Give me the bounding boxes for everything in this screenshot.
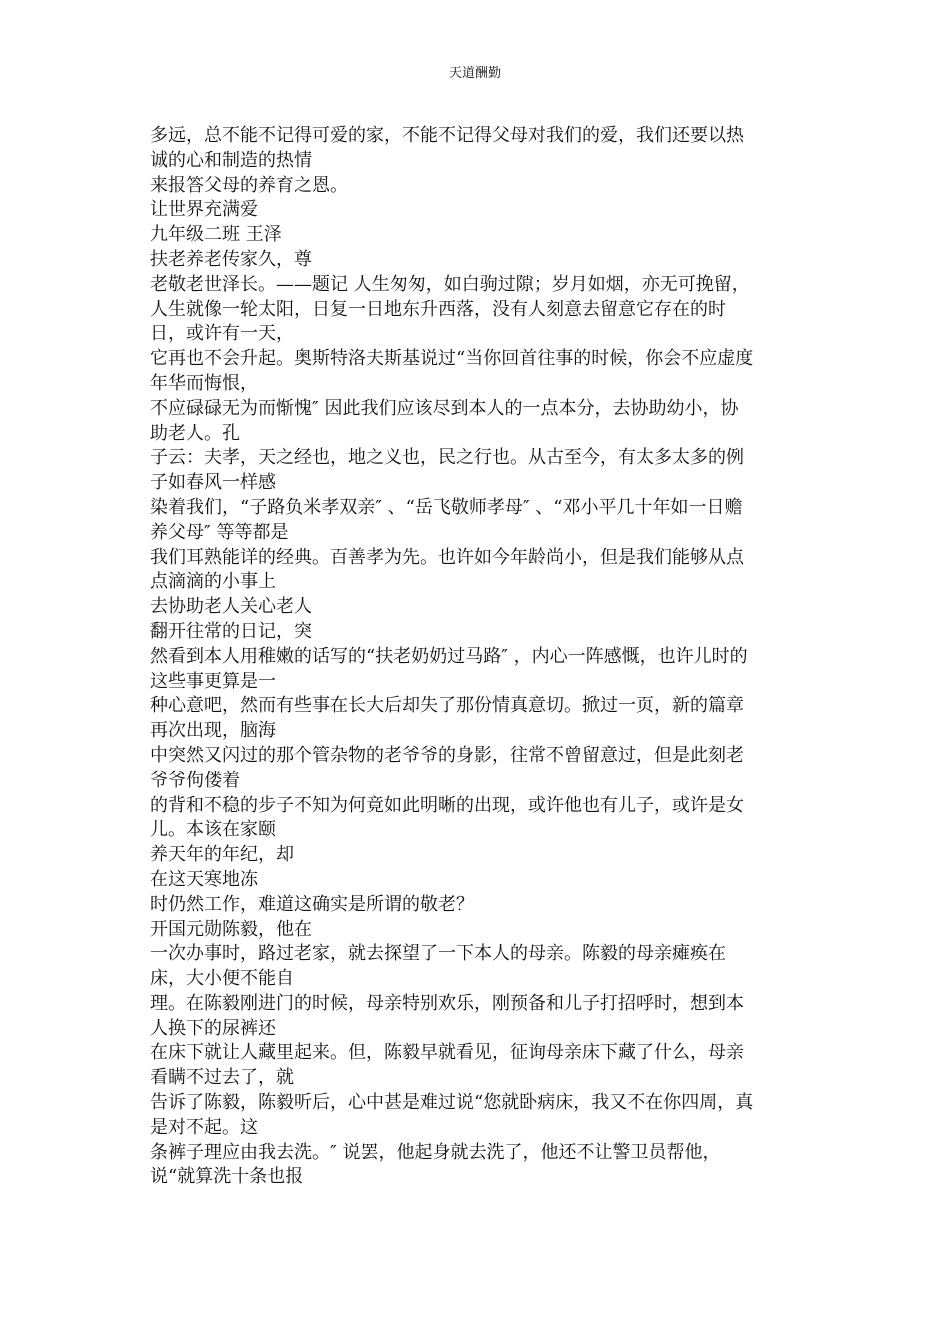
text-line: 翻开往常的日记，突 <box>150 620 312 642</box>
text-line: 点滴滴的小事上 <box>150 571 276 593</box>
text-line: 日，或许有一天， <box>150 323 294 345</box>
text-line: 条裤子理应由我去洗。″ 说罢，他起身就去洗了，他还不让警卫员帮他， <box>150 1141 721 1163</box>
text-line: 人换下的尿裤还 <box>150 1017 276 1039</box>
text-line: 说“就算洗十条也报 <box>150 1166 304 1188</box>
text-line: 看瞒不过去了，就 <box>150 1067 294 1089</box>
text-line: 中突然又闪过的那个管杂物的老爷爷的身影，往常不曾留意过，但是此刻老 <box>150 744 744 766</box>
text-line: 子云：夫孝，天之经也，地之义也，民之行也。从古至今，有太多太多的例 <box>150 447 744 469</box>
text-line: 再次出现，脑海 <box>150 720 276 742</box>
text-line: 在这天寒地冻 <box>150 868 258 890</box>
text-line: 开国元勋陈毅，他在 <box>150 918 312 940</box>
text-line: 扶老养老传家久，尊 <box>150 248 312 270</box>
text-line: 去协助老人关心老人 <box>150 596 312 618</box>
text-line: 一次办事时，路过老家，就去探望了一下本人的母亲。陈毅的母亲瘫痪在 <box>150 943 726 965</box>
text-line: 不应碌碌无为而惭愧″ 因此我们应该尽到本人的一点本分，去协助幼小，协 <box>150 397 739 419</box>
text-line: 老敬老世泽长。——题记 人生匆匆，如白驹过隙；岁月如烟，亦无可挽留， <box>150 273 750 295</box>
text-line: 儿。本该在家颐 <box>150 819 276 841</box>
document-body <box>150 124 810 1190</box>
text-line: 是对不起。这 <box>150 1116 258 1138</box>
text-line: 在床下就让人藏里起来。但，陈毅早就看见，征询母亲床下藏了什么，母亲 <box>150 1042 744 1064</box>
text-line: 理。在陈毅刚进门的时候，母亲特别欢乐，刚预备和儿子打招呼时，想到本 <box>150 992 744 1014</box>
text-line: 爷爷佝偻着 <box>150 769 240 791</box>
text-line: 诚的心和制造的热情 <box>150 149 312 171</box>
text-line: 然看到本人用稚嫩的话写的“扶老奶奶过马路″ ，内心一阵感慨，也许儿时的 <box>150 645 748 667</box>
text-line: 让世界充满爱 <box>150 199 258 221</box>
text-line: 助老人。孔 <box>150 422 240 444</box>
text-line: 它再也不会升起。奥斯特洛夫斯基说过“当你回首往事的时候，你会不应虚度 <box>150 348 754 370</box>
text-line: 床，大小便不能自 <box>150 968 294 990</box>
text-line: 我们耳熟能详的经典。百善孝为先。也许如今年龄尚小，但是我们能够从点 <box>150 546 744 568</box>
text-line: 人生就像一轮太阳，日复一日地东升西落，没有人刻意去留意它存在的时 <box>150 298 726 320</box>
text-line: 时仍然工作，难道这确实是所谓的敬老？ <box>150 893 474 915</box>
text-line: 告诉了陈毅，陈毅听后，心中甚是难过说“您就卧病床，我又不在你四周，真 <box>150 1092 754 1114</box>
text-line: 九年级二班 王泽 <box>150 224 282 246</box>
text-line: 多远，总不能不记得可爱的家，不能不记得父母对我们的爱，我们还要以热 <box>150 125 744 146</box>
text-line: 染着我们，“子路负米孝双亲″ 、“岳飞敬师孝母″ 、“邓小平几十年如一日赡 <box>150 496 743 518</box>
page-header: 天道酬勤 <box>448 66 501 81</box>
text-line: 来报答父母的养育之恩。 <box>150 174 348 196</box>
text-line: 养天年的年纪，却 <box>150 844 294 866</box>
text-line: 年华而悔恨， <box>150 372 258 394</box>
text-line: 的背和不稳的步子不知为何竟如此明晰的出现，或许他也有儿子，或许是女 <box>150 794 744 816</box>
text-line: 种心意吧，然而有些事在长大后却失了那份情真意切。掀过一页，新的篇章 <box>150 695 744 717</box>
text-line: 这些事更算是一 <box>150 670 276 692</box>
text-line: 养父母″ 等等都是 <box>150 521 289 543</box>
text-line: 子如春风一样感 <box>150 472 276 494</box>
